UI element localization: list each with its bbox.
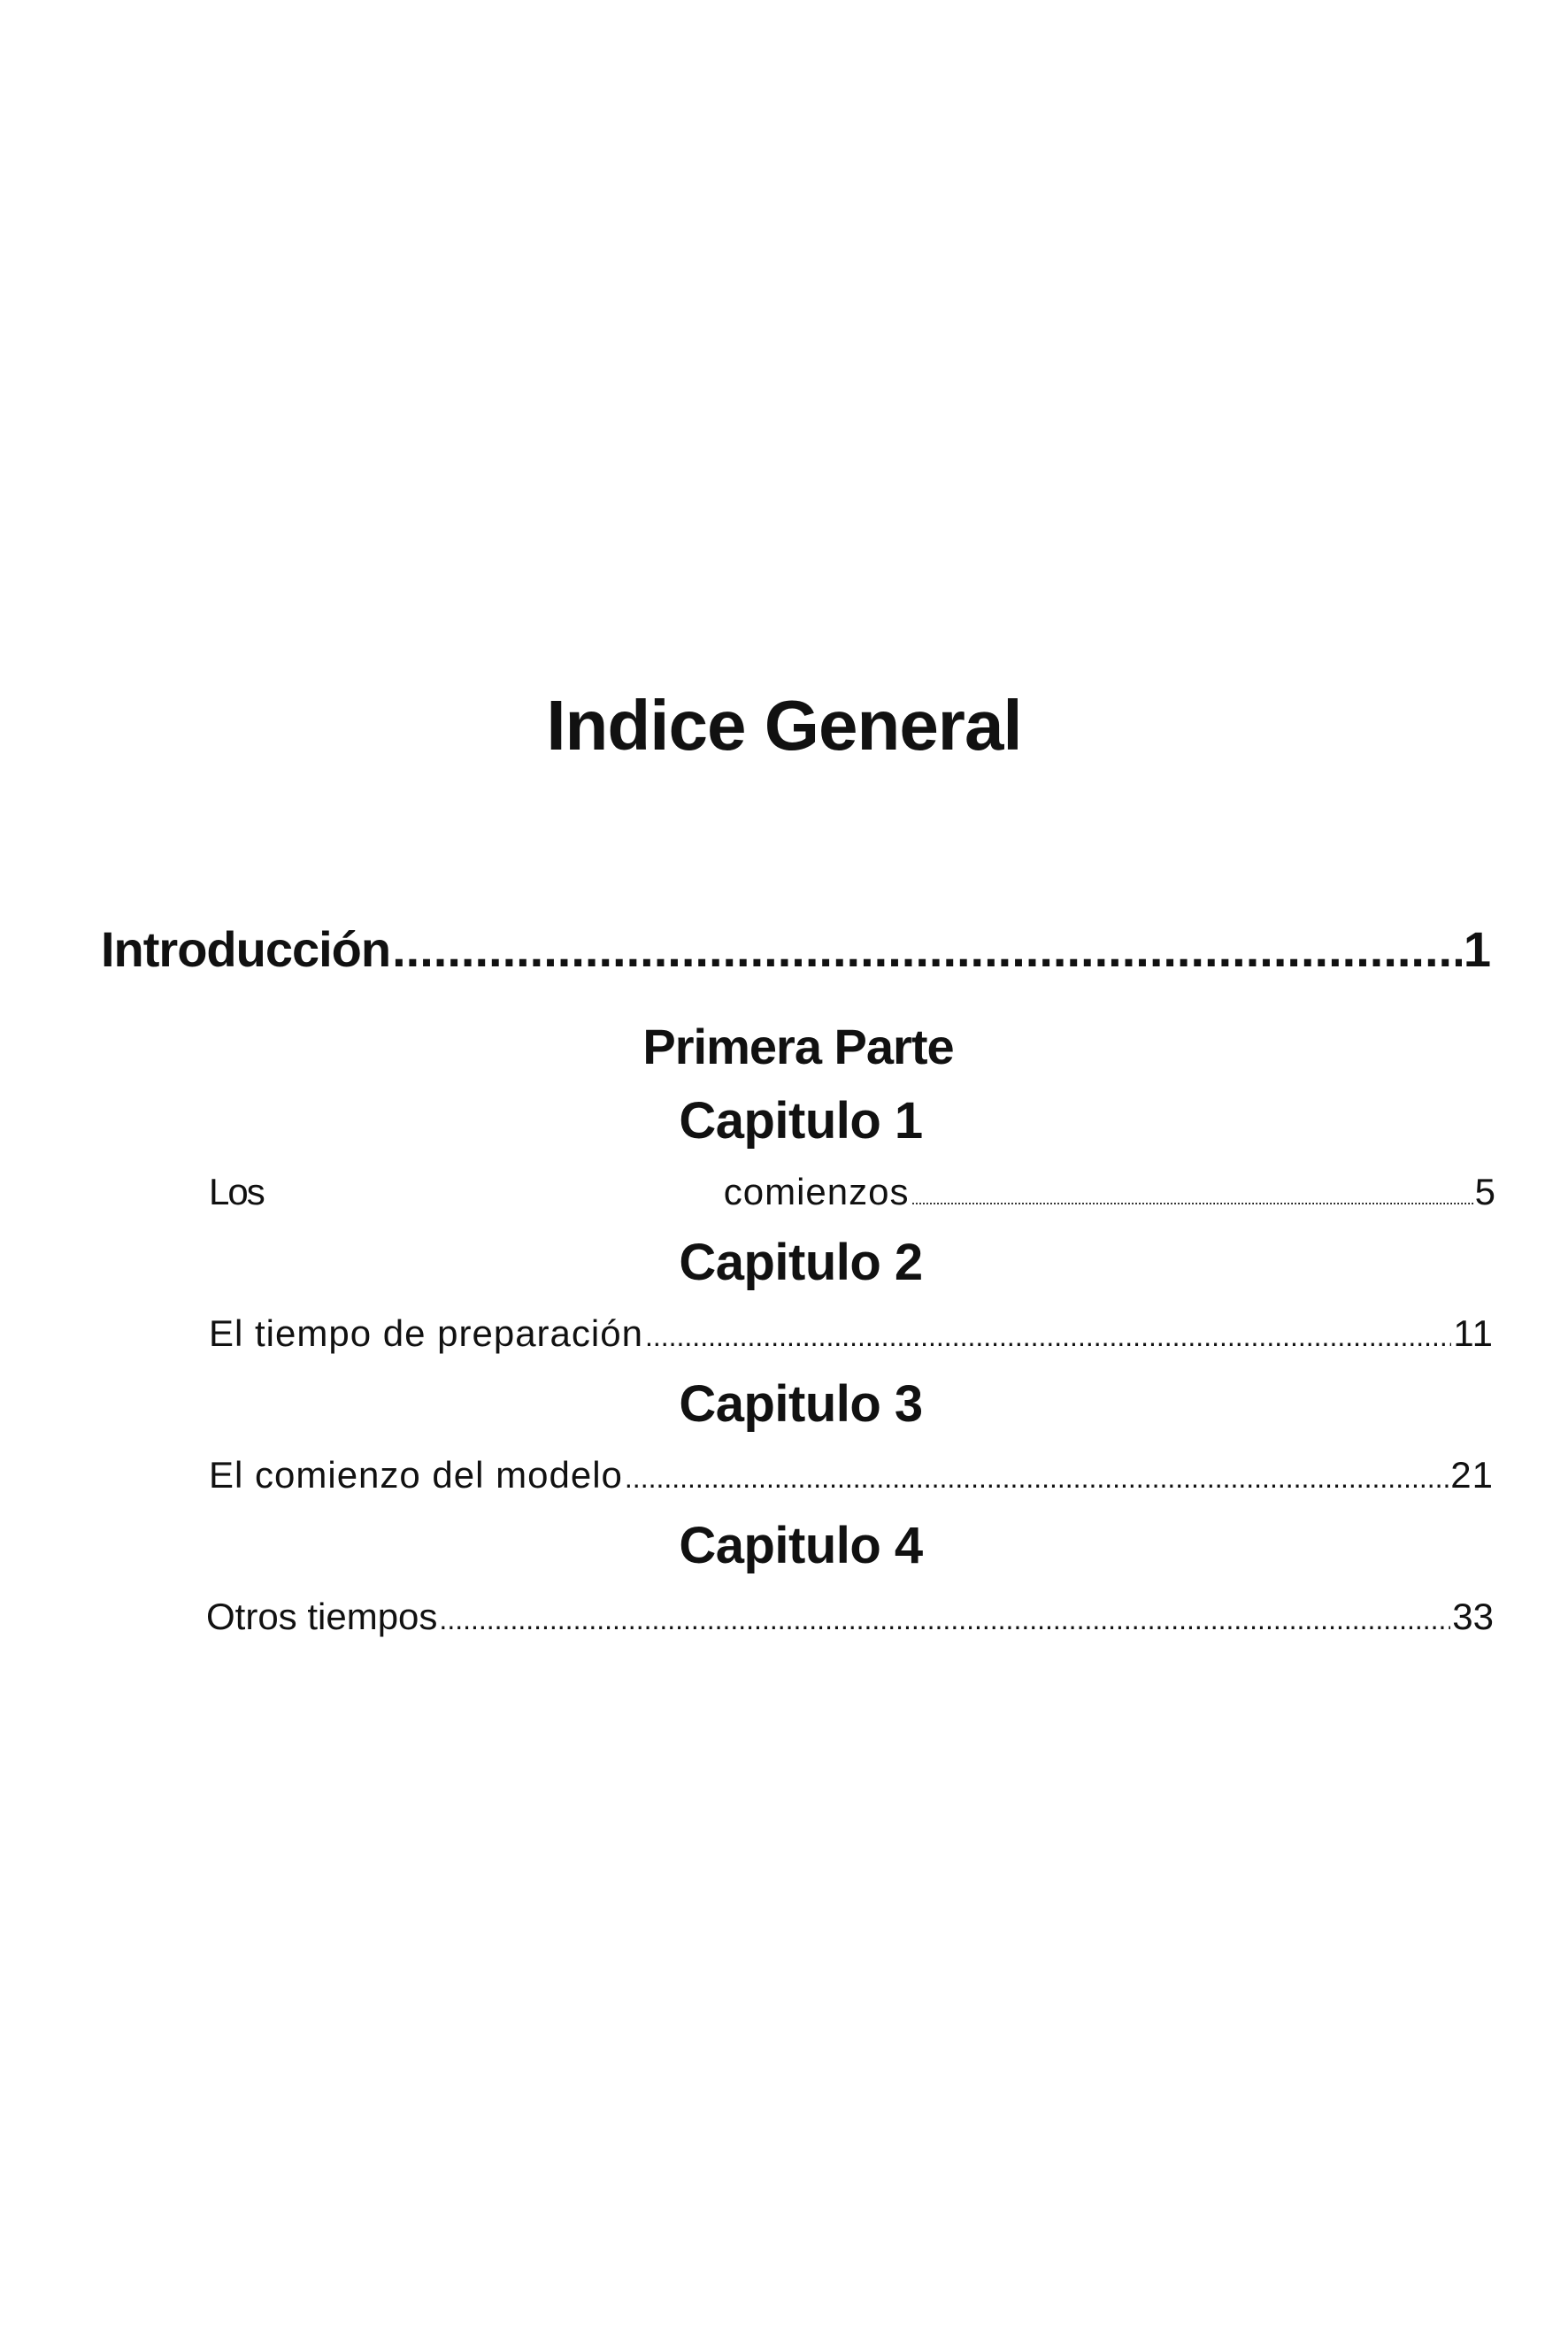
chapter-heading-3: Capitulo 3 <box>679 1375 923 1433</box>
toc-entry-label-start: Los <box>209 1171 264 1212</box>
dot-leader <box>625 1462 1449 1495</box>
toc-page-number: 33 <box>1452 1596 1494 1637</box>
toc-entry-label-end: comienzos <box>723 1171 910 1212</box>
toc-page-number: 21 <box>1450 1454 1494 1496</box>
dot-leader <box>645 1320 1451 1353</box>
toc-entry-label: El comienzo del modelo <box>209 1454 623 1496</box>
toc-entry-chapter-1[interactable] <box>209 1171 1494 1213</box>
chapter-heading-2: Capitulo 2 <box>679 1234 923 1291</box>
dot-leader <box>439 1604 1450 1636</box>
chapter-heading-4: Capitulo 4 <box>679 1517 923 1574</box>
toc-page-number: 11 <box>1453 1312 1494 1354</box>
page-title: Indice General <box>546 686 1022 765</box>
part-heading: Primera Parte <box>642 1019 954 1074</box>
chapter-heading-1: Capitulo 1 <box>679 1092 923 1150</box>
toc-entry-label: Otros tiempos <box>206 1596 438 1637</box>
dot-leader <box>911 1190 1472 1209</box>
toc-entry-chapter-4[interactable] <box>206 1596 1494 1638</box>
toc-entry-label: Introducción <box>101 921 391 977</box>
toc-page-number: 5 <box>1474 1171 1494 1212</box>
dot-leader <box>392 920 1462 978</box>
toc-page-number: 1 <box>1463 921 1490 977</box>
toc-entry-chapter-2[interactable] <box>209 1312 1494 1355</box>
toc-entry-introduction[interactable] <box>101 920 1490 978</box>
toc-entry-chapter-3[interactable] <box>209 1454 1494 1496</box>
toc-entry-label: El tiempo de preparación <box>209 1312 643 1354</box>
